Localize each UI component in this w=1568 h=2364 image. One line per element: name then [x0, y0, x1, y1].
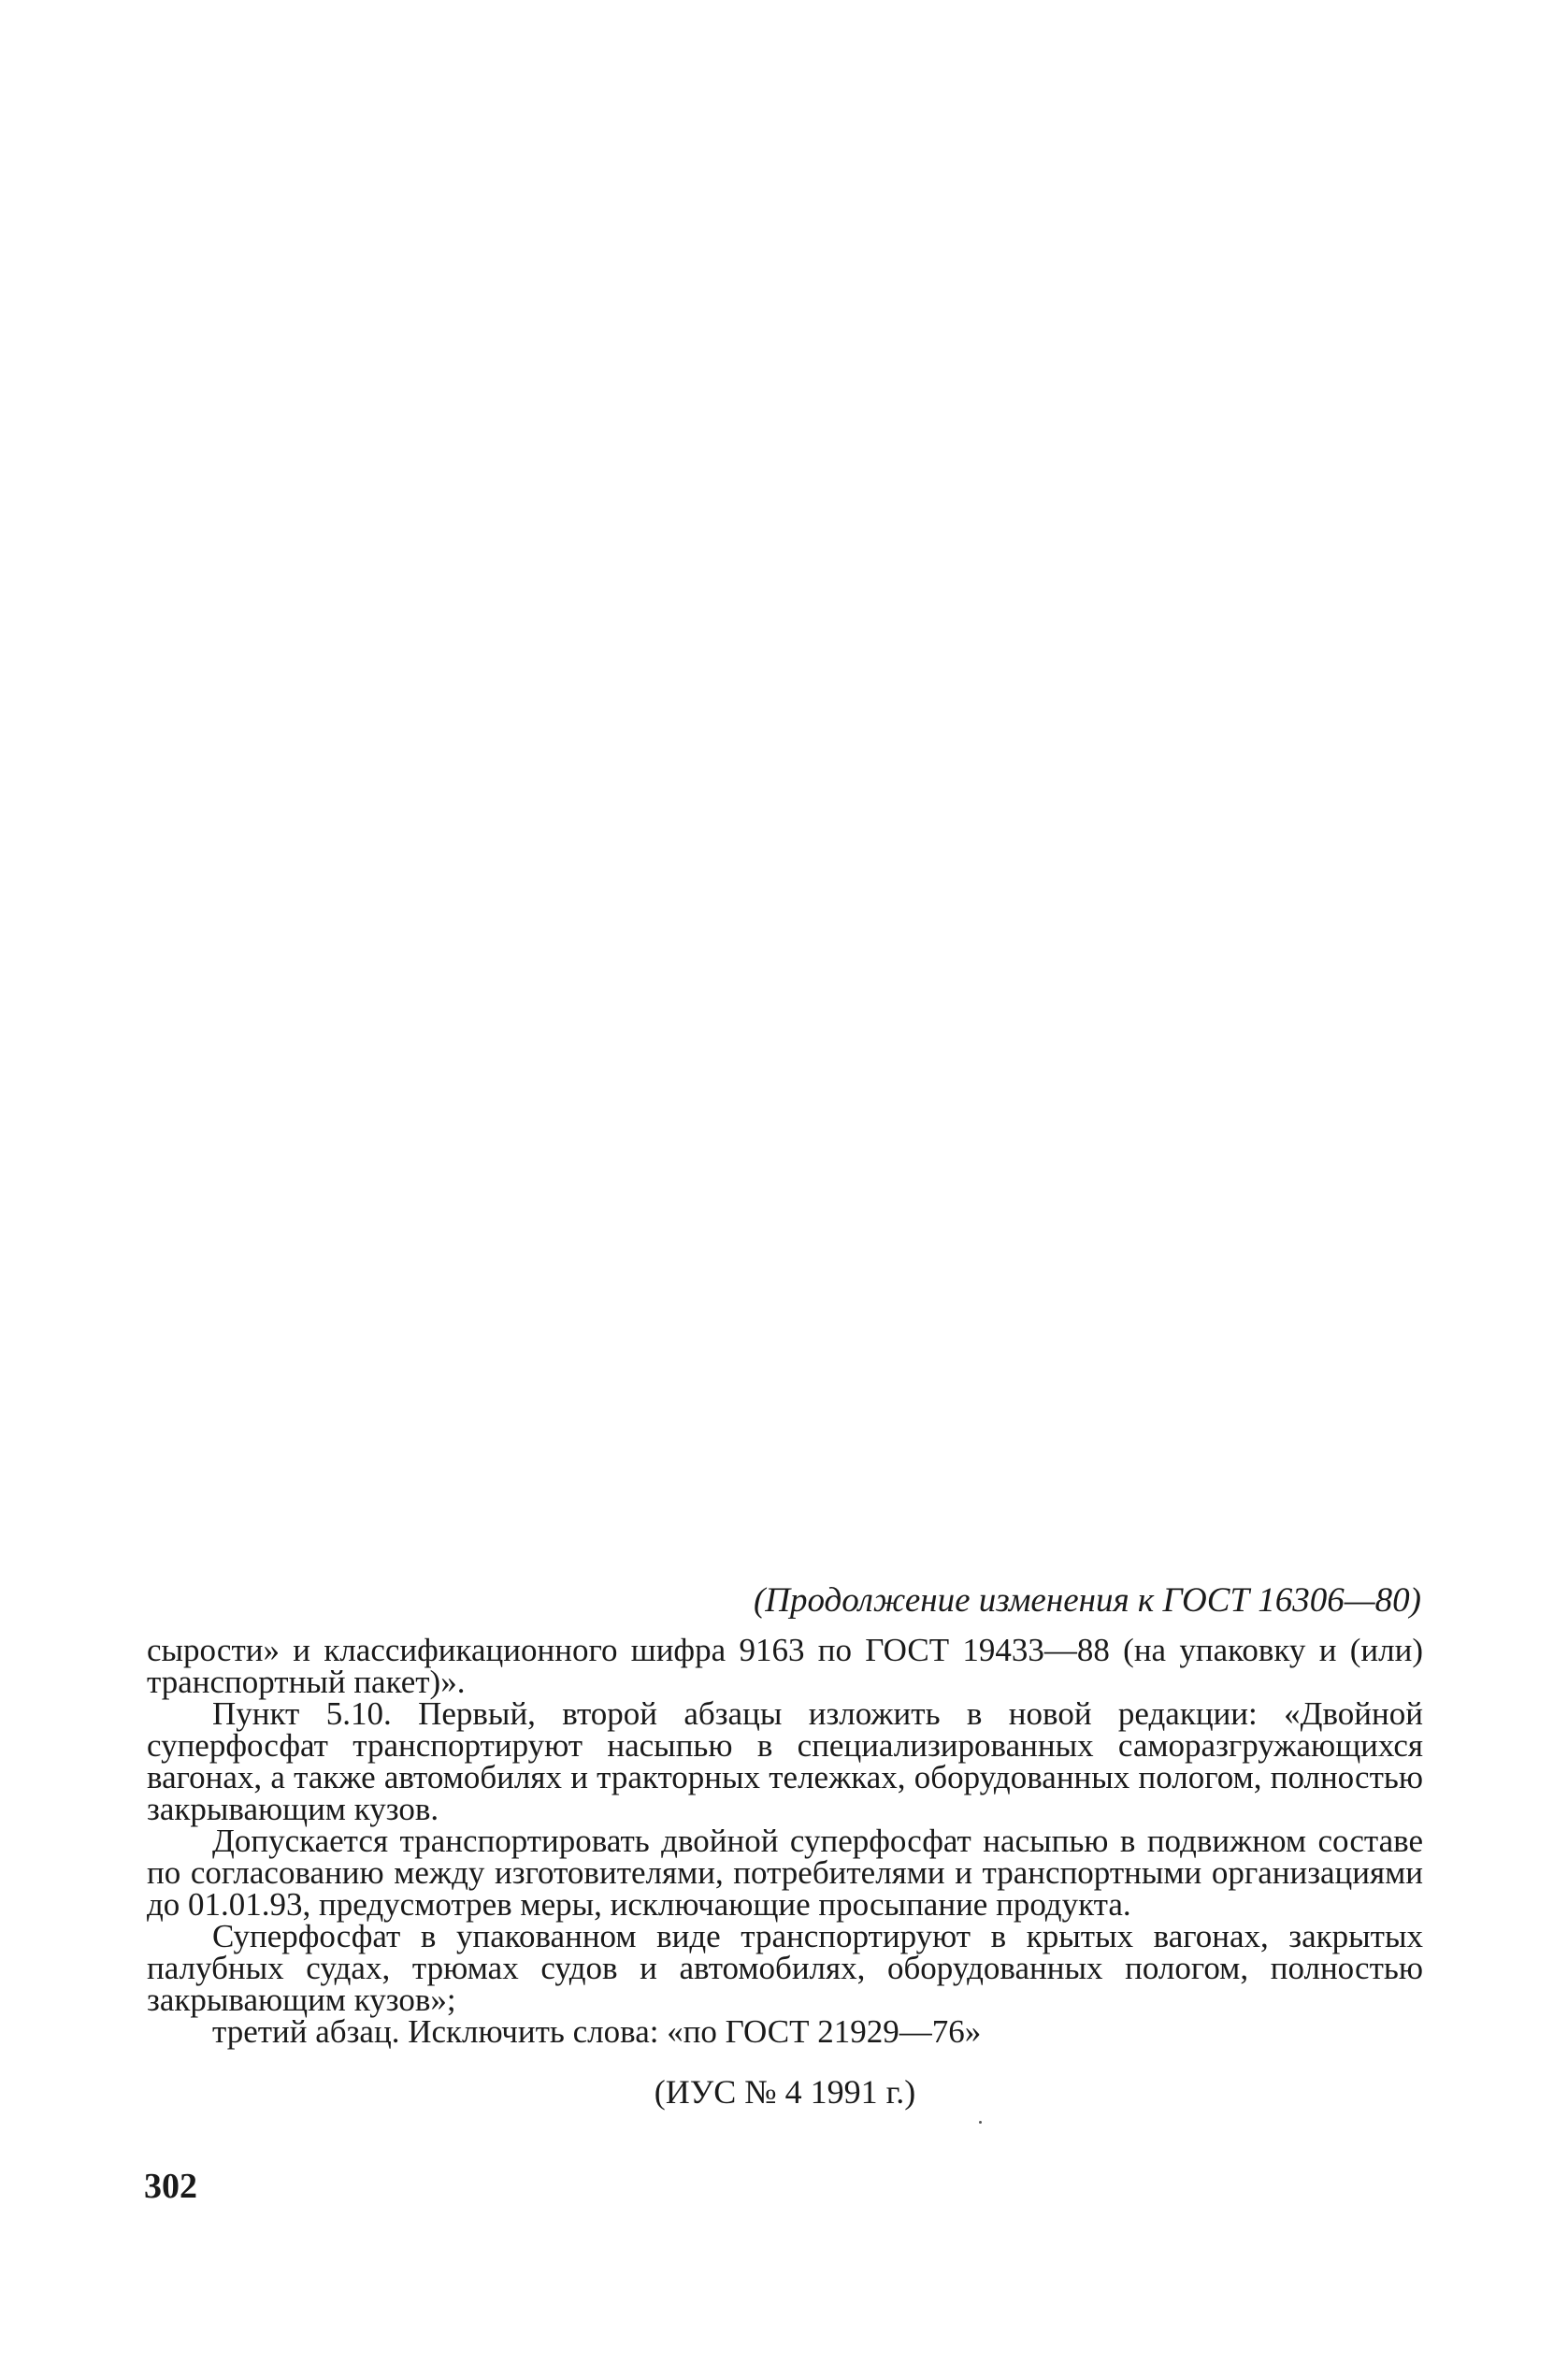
page-number: 302 [144, 2167, 197, 2206]
body-text [147, 1632, 1423, 2050]
paragraph-continuation: сырости» и классификационного шифра 9163 по ГОСТ 19433—88 (на упаковку и (или) транспортный пакет)». [147, 1632, 1423, 1700]
paragraph-packed-transport: Суперфосфат в упакованном виде транспортируют в крытых вагонах, закрытых палубных судах, трюмах судов и автомобилях, оборудованных пологом, полностью закрывающим кузов»; [147, 1918, 1423, 2018]
paragraph-clause-5-10: Пункт 5.10. Первый, второй абзацы изложить в новой редакции: «Двойной суперфосфат транспортируют насыпью в специализированных саморазгружающихся вагонах, а также автомобилях и тракторных тележках, оборудованных пологом, полностью закрывающим кузов. [147, 1695, 1423, 1827]
paragraph-bulk-transport: Допускается транспортировать двойной суперфосфат насыпью в подвижном составе по согласованию между изготовителями, потребителями и транспортными организациями до 01.01.93, предусмотрев меры, исключающие просыпание продукта. [147, 1823, 1423, 1923]
continuation-heading: (Продолжение изменения к ГОСТ 16306—80) [753, 1581, 1421, 1620]
source-reference: (ИУС № 4 1991 г.) [654, 2073, 916, 2111]
paragraph-third-clause: третий абзац. Исключить слова: «по ГОСТ 21929—76» [212, 2013, 982, 2050]
print-speck [979, 2121, 982, 2124]
